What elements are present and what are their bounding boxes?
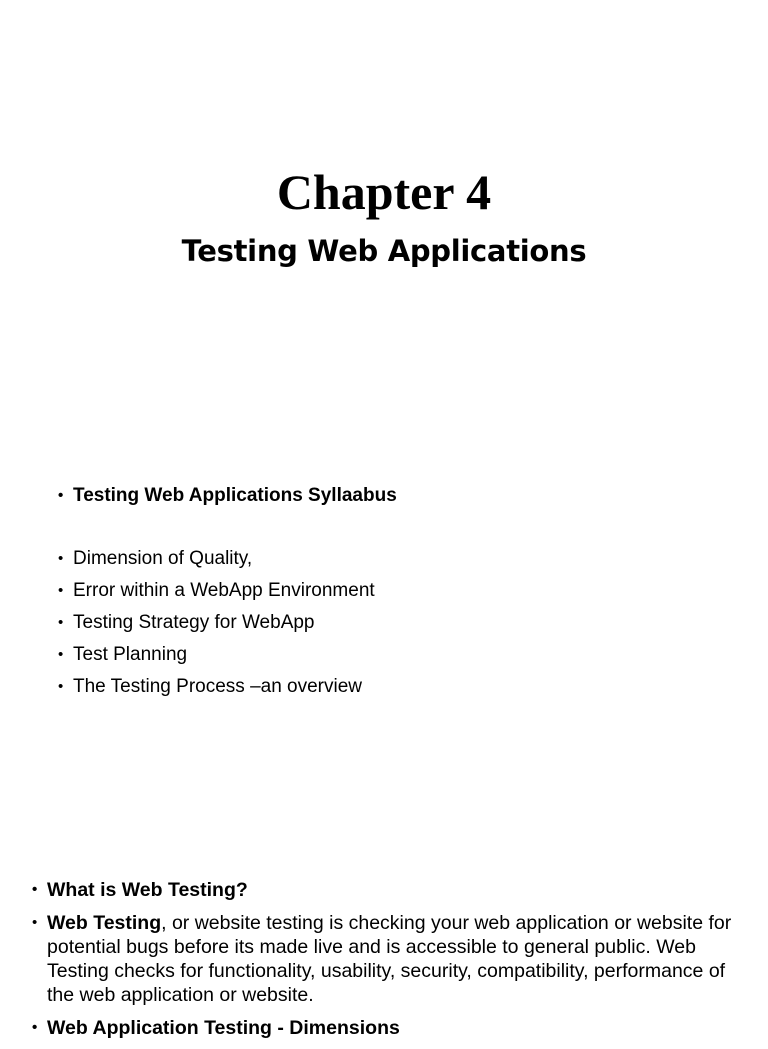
syllabus-slide: [0, 470, 768, 730]
content-slide: [0, 874, 768, 1039]
bullet-icon: •: [58, 550, 64, 567]
bullet-icon: •: [58, 678, 64, 695]
list-item: [58, 575, 397, 607]
question-text: What is Web Testing?: [47, 879, 248, 901]
syllabus-heading-item: [58, 480, 397, 512]
next-heading: Web Application Testing - Dimensions: [47, 1017, 400, 1039]
list-item: [58, 639, 397, 671]
bullet-icon: •: [58, 646, 64, 663]
definition-text: , or website testing is checking your web application or website for potential bugs before its made live and is accessible to general public. Web Testing checks for functionality, usability, security, compatibility, performance of the web application or website.: [47, 912, 732, 1006]
question-item: [32, 878, 748, 902]
bullet-icon: •: [58, 582, 64, 599]
bullet-icon: •: [32, 1019, 38, 1036]
definition-item: [32, 911, 748, 1007]
content-list: [32, 878, 748, 1049]
list-item-label: Dimension of Quality,: [73, 548, 253, 569]
bullet-icon: •: [32, 881, 38, 898]
list-item-label: Testing Strategy for WebApp: [73, 612, 315, 633]
syllabus-list: [58, 480, 397, 703]
list-item-label: The Testing Process –an overview: [73, 676, 363, 697]
bullet-icon: •: [32, 914, 38, 931]
bullet-icon: •: [58, 614, 64, 631]
list-item-label: Test Planning: [73, 644, 188, 665]
chapter-subtitle: Testing Web Applications: [181, 234, 587, 268]
list-item: [58, 607, 397, 639]
title-slide: [0, 0, 768, 440]
chapter-title: Chapter 4: [276, 164, 492, 220]
syllabus-heading: Testing Web Applications Syllaabus: [73, 485, 397, 506]
bullet-icon: •: [58, 487, 64, 504]
list-item-label: Error within a WebApp Environment: [73, 580, 375, 601]
list-item: [58, 543, 397, 575]
next-heading-item: [32, 1016, 748, 1040]
list-item: [58, 671, 397, 703]
definition-term: Web Testing: [47, 912, 162, 934]
